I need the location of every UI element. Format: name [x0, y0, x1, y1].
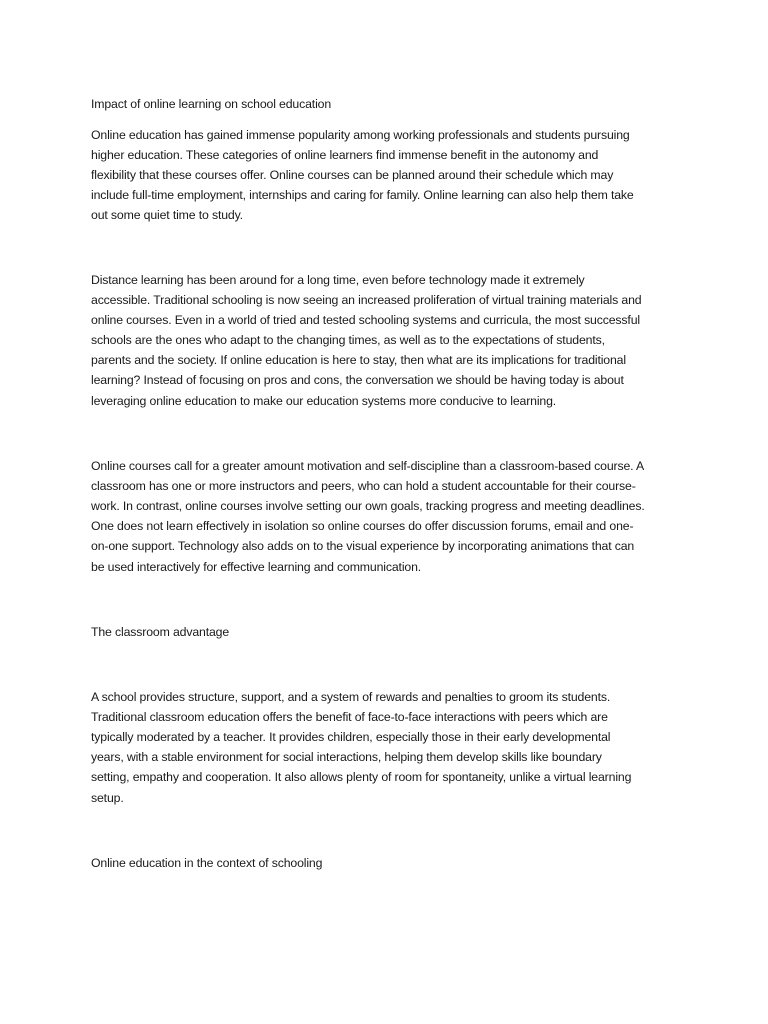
paragraph-line: years, with a stable environment for social interactions, helping them develop skills like boundary [91, 750, 602, 764]
paragraph-line: work. In contrast, online courses involve setting our own goals, tracking progress and meeting deadlines. [91, 499, 645, 513]
paragraph-line: parents and the society. If online education is here to stay, then what are its implications for traditional [91, 353, 626, 367]
paragraph-line: learning? Instead of focusing on pros and cons, the conversation we should be having today is about [91, 373, 624, 387]
paragraph-line: Traditional classroom education offers the benefit of face-to-face interactions with peers which are [91, 710, 608, 724]
paragraph-line: classroom has one or more instructors and peers, who can hold a student accountable for their course- [91, 479, 636, 493]
paragraph-line: online courses. Even in a world of tried and tested schooling systems and curricula, the most successful [91, 313, 640, 327]
paragraph-line: A school provides structure, support, and a system of rewards and penalties to groom its students. [91, 690, 611, 704]
paragraph-line: on-one support. Technology also adds on to the visual experience by incorporating animations that can [91, 539, 635, 553]
paragraph-line: Distance learning has been around for a long time, even before technology made it extremely [91, 273, 585, 287]
paragraph-line: include full-time employment, internships and caring for family. Online learning can also help them take [91, 188, 634, 202]
document-title: Impact of online learning on school education [91, 97, 332, 111]
paragraph-line: be used interactively for effective learning and communication. [91, 560, 422, 574]
paragraph-line: accessible. Traditional schooling is now seeing an increased proliferation of virtual training materials and [91, 293, 642, 307]
paragraph-line: Online education has gained immense popularity among working professionals and students pursuing [91, 128, 630, 142]
paragraph-line: setup. [91, 791, 124, 805]
paragraph-line: leveraging online education to make our education systems more conducive to learning. [91, 394, 557, 408]
paragraph-line: schools are the ones who adapt to the changing times, as well as to the expectations of students, [91, 333, 605, 347]
paragraph-line: Online courses call for a greater amount motivation and self-discipline than a classroom-based course. A [91, 459, 645, 473]
paragraph-line: One does not learn effectively in isolation so online courses do offer discussion forums, email and one- [91, 519, 634, 533]
section-heading-online-education-schooling: Online education in the context of schooling [91, 856, 323, 870]
paragraph-line: out some quiet time to study. [91, 208, 243, 222]
paragraph-line: higher education. These categories of online learners find immense benefit in the autonomy and [91, 148, 599, 162]
paragraph-line: flexibility that these courses offer. Online courses can be planned around their schedule which may [91, 168, 614, 182]
paragraph-line: setting, empathy and cooperation. It also allows plenty of room for spontaneity, unlike a virtual learning [91, 770, 632, 784]
paragraph-line: typically moderated by a teacher. It provides children, especially those in their early developmental [91, 730, 611, 744]
section-heading-classroom-advantage: The classroom advantage [91, 625, 230, 639]
